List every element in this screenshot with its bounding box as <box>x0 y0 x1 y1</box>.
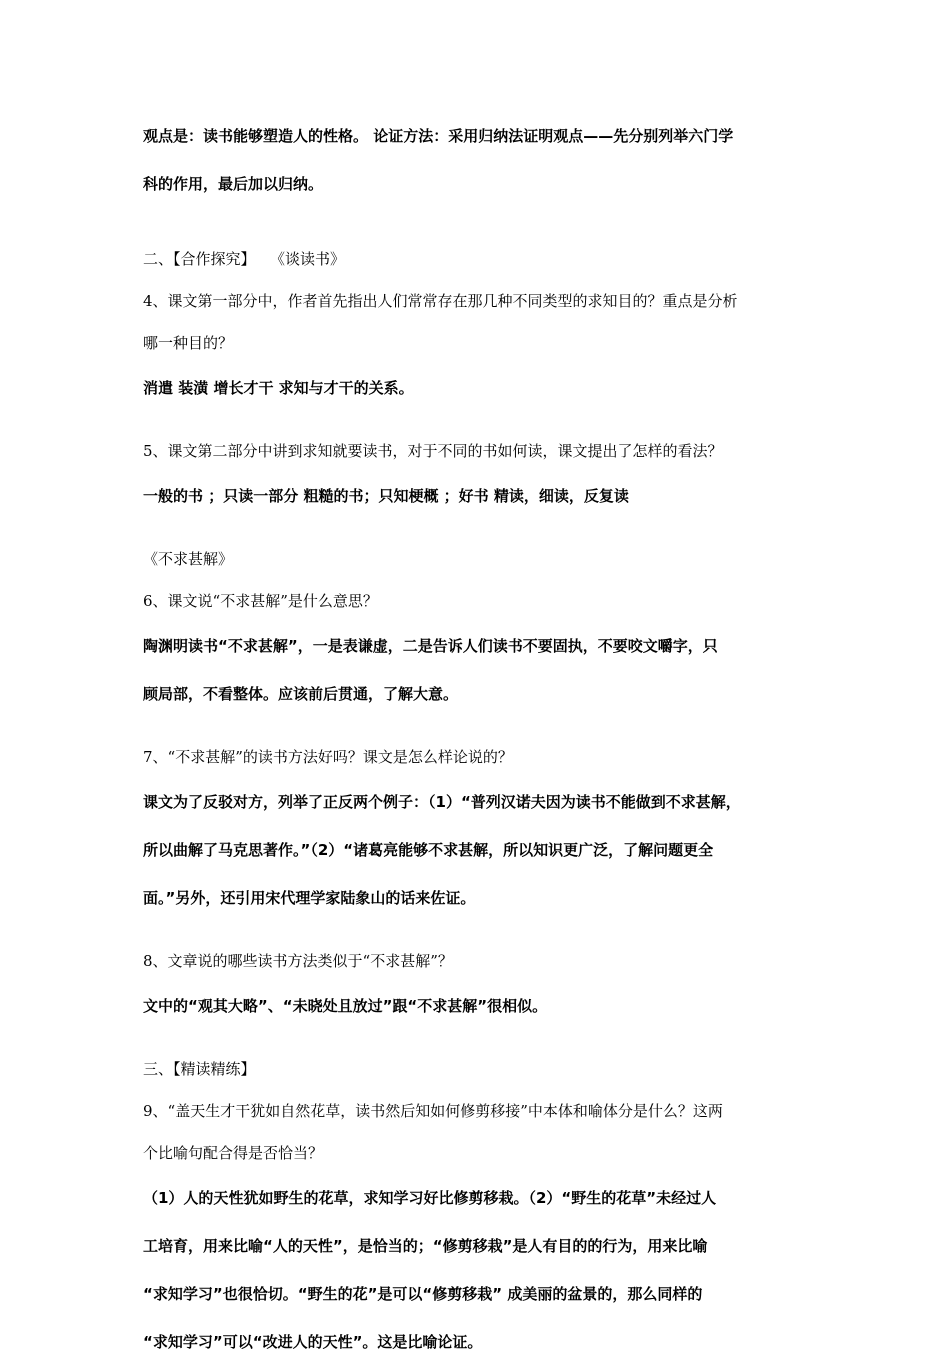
answer-7-line-1: 课文为了反驳对方，列举了正反两个例子：（1）“普列汉诺夫因为读书不能做到不求甚解， <box>143 793 741 811</box>
section-3-heading: 三、【精读精练】 <box>143 1060 256 1078</box>
question-7: 7、“不求甚解”的读书方法好吗？课文是怎么样论说的？ <box>143 748 513 766</box>
answer-6-line-1: 陶渊明读书“不求甚解”，一是表谦虚，二是告诉人们读书不要固执，不要咬文嚼字，只 <box>143 637 718 655</box>
answer-9-line-3: “求知学习”也很恰切。“野生的花”是可以“修剪移栽” 成美丽的盆景的，那么同样的 <box>143 1285 703 1303</box>
answer-9-line-2: 工培育，用来比喻“人的天性”，是恰当的；“修剪移栽”是人有目的的行为，用来比喻 <box>143 1237 708 1255</box>
spacer <box>143 412 813 430</box>
spacer <box>143 520 813 538</box>
answer-8: 文中的“观其大略”、“未晓处且放过”跟“不求甚解”很相似。 <box>143 997 548 1015</box>
answer-9-line-4: “求知学习”可以“改进人的天性”。这是比喻论证。 <box>143 1333 483 1351</box>
viewpoint-line-1: 观点是：读书能够塑造人的性格。 论证方法：采用归纳法证明观点——先分别列举六门学 <box>143 127 734 145</box>
document-page <box>143 112 813 1366</box>
spacer <box>143 718 813 736</box>
viewpoint-line-2: 科的作用，最后加以归纳。 <box>143 175 324 193</box>
answer-6-line-2: 顾局部，不看整体。应该前后贯通，了解大意。 <box>143 685 459 703</box>
answer-9-line-1: （1）人的天性犹如野生的花草，求知学习好比修剪移栽。（2）“野生的花草”未经过人 <box>143 1189 717 1207</box>
spacer <box>143 922 813 940</box>
spacer <box>143 1030 813 1048</box>
question-8: 8、文章说的哪些读书方法类似于“不求甚解”？ <box>143 952 453 970</box>
spacer <box>143 208 813 238</box>
section-2-title: 《谈读书》 <box>277 250 346 268</box>
question-9-line-2: 个比喻句配合得是否恰当？ <box>143 1144 324 1162</box>
question-6: 6、课文说“不求甚解”是什么意思？ <box>143 592 378 610</box>
section-buqiu-title: 《不求甚解》 <box>143 550 234 568</box>
answer-7-line-3: 面。”另外，还引用宋代理学家陆象山的话来佐证。 <box>143 889 476 907</box>
question-5: 5、课文第二部分中讲到求知就要读书，对于不同的书如何读，课文提出了怎样的看法？ <box>143 442 723 460</box>
section-2-heading <box>143 238 813 280</box>
question-4-line-1: 4、课文第一部分中，作者首先指出人们常常存在那几种不同类型的求知目的？重点是分析 <box>143 292 738 310</box>
section-2-label: 二、【合作探究】 <box>143 250 256 268</box>
answer-7-line-2: 所以曲解了马克思著作。”（2）“诸葛亮能够不求甚解，所以知识更广泛，了解问题更全 <box>143 841 714 859</box>
answer-4: 消遣 装潢 增长才干 求知与才干的关系。 <box>143 379 414 397</box>
question-4-line-2: 哪一种目的？ <box>143 334 234 352</box>
answer-5: 一般的书 ；只读一部分 粗糙的书；只知梗概 ；好书 精读，细读，反复读 <box>143 487 629 505</box>
question-9-line-1: 9、“盖天生才干犹如自然花草，读书然后知如何修剪移接”中本体和喻体分是什么？这两 <box>143 1102 723 1120</box>
